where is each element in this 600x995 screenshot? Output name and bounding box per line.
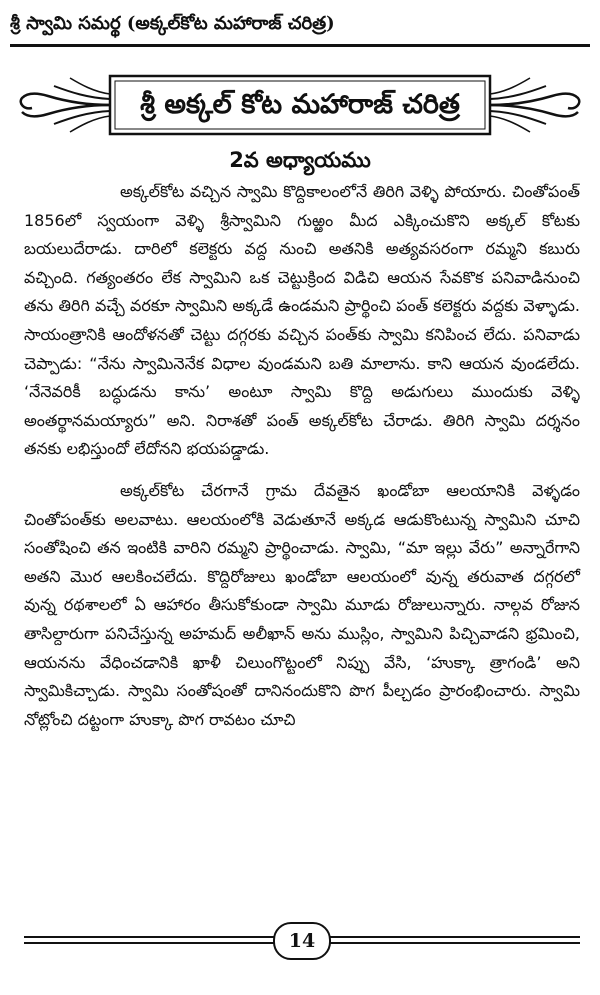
body-text: [24, 178, 580, 734]
running-head: శ్రీ స్వామి సమర్థ (అక్కల్‌కోట మహారాజ్ చరిత్ర): [10, 13, 335, 34]
chapter-heading: 2వ అధ్యాయము: [229, 148, 371, 172]
paragraph-2: అక్కల్‌కోట చేరగానే గ్రామ దేవతైన ఖండోబా ఆలయానికి వెళ్ళడం చింతోపంత్‌కు అలవాటు. ఆలయంలోకి వెడుతూనే అక్కడ ఆడుకొంటున్న స్వామిని చూచి సంతోషించి తన ఇంటికి వారిని రమ్మని ప్రార్థించాడు. స్వామి, “మా ఇల్లు వేరు” అన్నారేగాని అతని మొర ఆలకించలేదు. కొద్దిరోజులు ఖండోబా ఆలయంలో వున్న తరువాత దగ్గరలో వున్న రథశాలలో ఏ ఆహారం తీసుకోకుండా స్వామి మూడు రోజులున్నారు. నాల్గవ రోజున తాసిల్దారుగా పనిచేస్తున్న అహమద్ అలీఖాన్ అను ముస్లిం, స్వామిని పిచ్చివాడని భ్రమించి, ఆయనను వేధించడానికి ఖాళీ చిలుంగొట్టంలో నిప్పు వేసి, ‘హుక్కా త్రాగండి’ అని స్వామికిచ్చాడు. స్వామి సంతోషంతో దానినందుకొని పొగ పీల్చడం ప్రారంభించారు. స్వామి నోట్లోంచి దట్టంగా హుక్కా పొగ రావటం చూచి: [24, 480, 580, 729]
page-number: 14: [273, 922, 331, 960]
header-rule: [10, 44, 590, 47]
paragraph-1: అక్కల్‌కోట వచ్చిన స్వామి కొద్దికాలంలోనే తిరిగి వెళ్ళి పోయారు. చింతోపంత్ 1856లో స్వయంగా వెళ్ళి శ్రీస్వామిని గుఱ్ఱం మీద ఎక్కించుకొని అక్కల్ కోటకు బయలుదేరాడు. దారిలో కలెక్టరు వద్ద నుంచి అతనికి అత్యవసరంగా రమ్మని కబురు వచ్చింది. గత్యంతరం లేక స్వామిని ఒక చెట్టుక్రింద విడిచి ఆయన సేవకొక పనివాడినుంచి తను తిరిగి వచ్చే వరకూ స్వామిని అక్కడే ఉండమని ప్రార్థించి పంత్ కలెక్టరు వద్దకు వెళ్ళాడు. సాయంత్రానికి ఆందోళనతో చెట్టు దగ్గరకు వచ్చిన పంత్‌కు స్వామి కనిపించ లేదు. పనివాడు చెప్పాడు: “నేను స్వామినెనేక విధాల వుండమని బతి మాలాను. కాని ఆయన వుండలేదు. ‘నేనెవరికీ బద్ధుడను కాను’ అంటూ స్వామి కొద్ది అడుగులు ముందుకు వెళ్ళి అంతర్థానమయ్యారు” అని. నిరాశతో పంత్ అక్కల్‌కోట చేరాడు. తిరిగి స్వామి దర్శనం తనకు లభిస్తుందో లేదోనని భయపడ్డాడు.: [24, 182, 580, 459]
title-banner: [18, 72, 582, 138]
book-title: శ్రీ అక్కల్ కోట మహారాజ్ చరిత్ర: [140, 89, 460, 120]
